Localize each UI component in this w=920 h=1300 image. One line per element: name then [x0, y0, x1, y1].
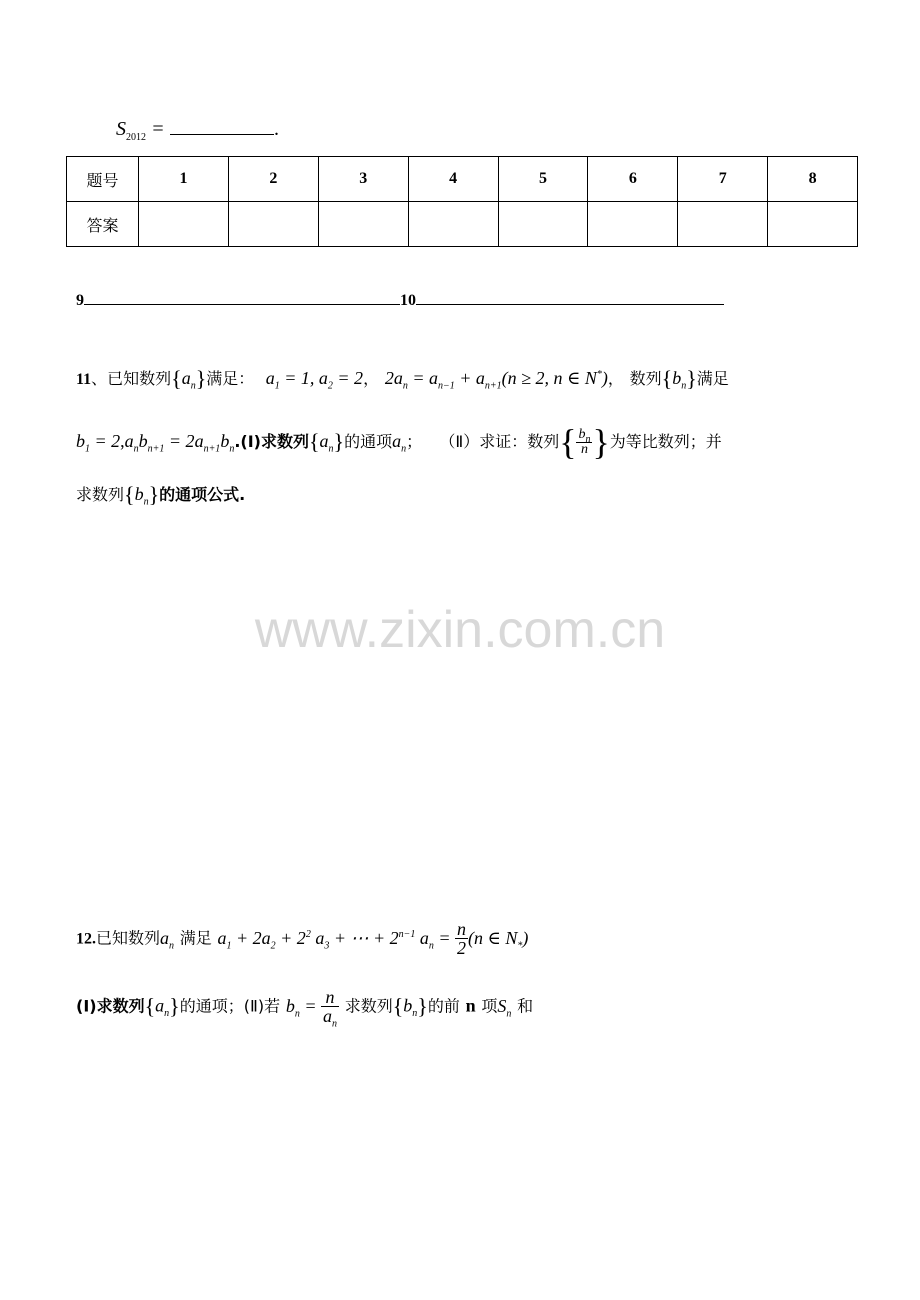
q12-part2d: 和 — [517, 996, 534, 1016]
row-label-question-number: 题号 — [67, 157, 139, 202]
q12-line1 — [76, 920, 528, 957]
left-brace: { — [308, 429, 320, 454]
q12-line2 — [76, 987, 534, 1030]
left-brace: { — [392, 993, 404, 1019]
formula-recurrence-b: $a_nb_{n+1} = 2a_{n+1}b_n$ — [124, 431, 235, 455]
s-symbol: S — [116, 118, 126, 140]
right-brace: } — [195, 366, 207, 391]
math-b: b — [403, 995, 413, 1016]
q11-part2b: 为等比数列；并 — [609, 432, 722, 451]
q11-satisfy2: 满足 — [696, 369, 729, 388]
question-number-cell: 3 — [318, 157, 408, 202]
q11-line3 — [76, 482, 245, 508]
q11-part1: .(Ⅰ)求数列 — [234, 432, 309, 451]
question-number-cell: 2 — [228, 157, 318, 202]
q10-number: 10 — [400, 292, 416, 309]
q11-satisfy: 满足： — [206, 369, 255, 388]
q9-answer-blank[interactable] — [84, 304, 400, 305]
q11-line1 — [76, 366, 729, 392]
q11-line3a: 求数列 — [76, 485, 125, 504]
math-sub-n: n — [164, 1008, 170, 1020]
n-bold: n — [465, 995, 476, 1016]
fraction-n-over-2: $\frac{n}{2}$ — [457, 919, 467, 958]
s2012-answer-blank[interactable] — [170, 134, 274, 135]
question-number-cell: 6 — [588, 157, 678, 202]
math-b: b — [672, 368, 682, 388]
left-brace: { — [559, 422, 577, 462]
left-brace: { — [171, 366, 182, 391]
formula-sum: $a_1 + 2a_2 + 2^2$ $a_3$ + ⋯ + $2^{n-1}$ $a_n$ = — [217, 927, 451, 952]
right-brace: } — [592, 422, 610, 462]
q11-number: 11 — [76, 371, 92, 388]
math-sn: $S_n$ — [497, 995, 512, 1020]
right-brace: } — [148, 482, 160, 507]
comma: ， — [363, 369, 380, 388]
q11-part1b: 的通项 — [344, 432, 393, 451]
q12-part2: 求数列 — [344, 996, 393, 1016]
q11-sep: 、 — [91, 369, 108, 388]
fraction-bn-over-n: $\frac{b_n}{n}$ — [578, 426, 591, 457]
q11-line2: $b_1 = 2,a_nb_{n+1}$ = $2a_{n+1}b_n.(Ⅰ)$求数列$\{a_n\}$的通项$a_n$； （Ⅱ）求证：数列{ $\frac{b_n}{n}$ }为等比数列；并 — [76, 422, 722, 462]
q11-intro: 已知数列 — [107, 369, 172, 388]
s2012-line — [116, 116, 279, 141]
math-a: a — [319, 431, 329, 451]
math-sub-n: n — [681, 380, 687, 392]
math-an: $a_n$ — [160, 927, 175, 952]
q12-number: 12. — [76, 930, 96, 948]
question-number-cell: 5 — [498, 157, 588, 202]
math-sub-n: n — [328, 443, 334, 455]
q12-satisfy: 满足 — [179, 928, 212, 948]
right-brace: } — [333, 429, 345, 454]
semicolon: ； — [406, 432, 423, 451]
q9-number: 9 — [76, 292, 84, 309]
q11-seq-b: 数列 — [629, 369, 662, 388]
math-a: a — [181, 368, 191, 388]
math-sub-n: n — [190, 380, 196, 392]
right-brace: } — [417, 993, 428, 1019]
answer-cell[interactable] — [228, 202, 318, 247]
right-brace: } — [169, 993, 180, 1019]
math-b: b — [134, 484, 144, 504]
answer-cell[interactable] — [498, 202, 588, 247]
formula-a1-a2: $a_1 = 1$, $a_2 = 2$ — [265, 368, 364, 392]
fraction-n-over-an: $\frac{n}{a_n}$ — [322, 987, 337, 1030]
question-number-cell: 7 — [678, 157, 768, 202]
answer-table — [66, 156, 858, 247]
answer-cell[interactable] — [678, 202, 768, 247]
math-an: $a_n$ — [392, 431, 407, 455]
fill-blanks-9-10 — [76, 292, 724, 310]
question-number-row — [67, 157, 858, 202]
q12-part1b: 的通项；(Ⅱ)若 — [179, 996, 281, 1016]
question-number-cell: 1 — [139, 157, 229, 202]
left-brace: { — [144, 993, 156, 1019]
q11-part2: （Ⅱ）求证：数列 — [439, 432, 560, 451]
left-brace: { — [661, 366, 673, 391]
left-brace: { — [124, 482, 135, 507]
question-number-cell: 4 — [408, 157, 498, 202]
formula-domain: (n ∈ $N_*$) — [468, 927, 529, 952]
math-sub-n: n — [143, 496, 149, 508]
question-number-cell: 8 — [768, 157, 858, 202]
period: . — [274, 118, 279, 140]
q12-part1: (Ⅰ)求数列 — [76, 996, 145, 1016]
watermark: www.zixin.com.cn — [254, 601, 666, 659]
answer-cell[interactable] — [408, 202, 498, 247]
answer-cell[interactable] — [768, 202, 858, 247]
answer-cell[interactable] — [588, 202, 678, 247]
s-subscript: 2012 — [126, 132, 146, 143]
q12-part2b: 的前 — [427, 996, 460, 1016]
right-brace: } — [686, 366, 697, 391]
q12-intro: 已知数列 — [96, 928, 161, 948]
q10-answer-blank[interactable] — [416, 304, 724, 305]
q12-part2c: 项 — [481, 996, 498, 1016]
answer-cell[interactable] — [139, 202, 229, 247]
comma: ， — [607, 369, 624, 388]
equals-sign: = — [152, 118, 164, 140]
answer-row — [67, 202, 858, 247]
q11-line3b: 的通项公式. — [159, 485, 246, 504]
formula-recurrence-a: $2a_n = a_{n-1} + a_{n+1}(n \ge 2$, n ∈ N*) — [384, 368, 608, 392]
formula-b1: $b_1 = 2$ — [76, 431, 121, 455]
answer-cell[interactable] — [318, 202, 408, 247]
row-label-answer: 答案 — [67, 202, 139, 247]
math-sub-n: n — [412, 1008, 418, 1020]
math-a: a — [155, 995, 165, 1016]
math-bn: $b_n$ = — [285, 995, 317, 1020]
